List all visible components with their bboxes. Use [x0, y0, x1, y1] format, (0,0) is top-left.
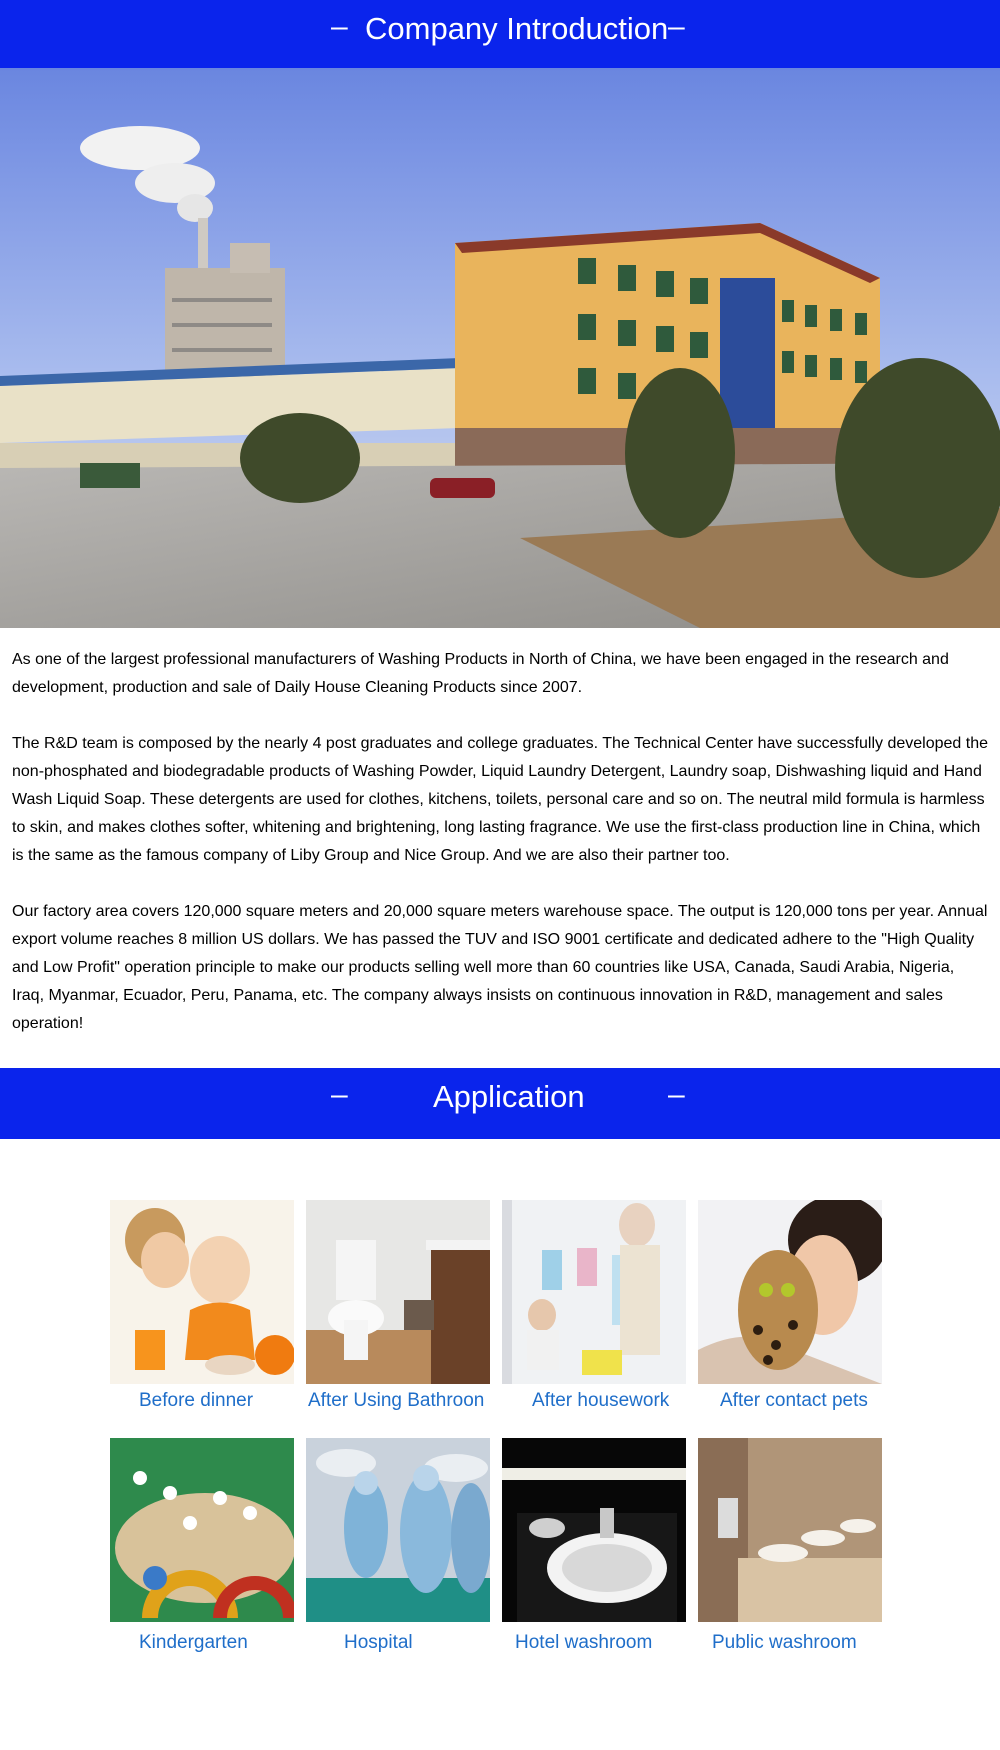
banner-dash-left: – [331, 10, 348, 43]
application-banner [0, 1068, 1000, 1139]
application-image-hospital [306, 1438, 490, 1622]
application-caption-before-dinner: Before dinner [139, 1390, 254, 1411]
application-caption-after-housework: After housework [532, 1390, 670, 1411]
banner-dash-right: – [668, 1078, 685, 1111]
application-caption-kindergarten: Kindergarten [139, 1632, 248, 1653]
intro-paragraph-3: Our factory area covers 120,000 square meters and 20,000 square meters warehouse space. The output is 120,000 tons per year. Annual export volume reaches 8 million US dollars. We has passed the TUV and ISO 9001 certificate and dedicated adhere to the "High Quality and Low Profit" operation principle to make our products selling well more than 60 countries like USA, Canada, Saudi Arabia, Nigeria, Iraq, Myanmar, Ecuador, Peru, Panama, etc. The company always insists on continuous innovation in R&D, management and sales operation! [12, 903, 988, 1032]
application-image-public-washroom [698, 1438, 882, 1622]
application-image-hotel-washroom [502, 1438, 686, 1622]
application-image-after-housework [502, 1200, 686, 1384]
application-caption-after-contact-pets: After contact pets [720, 1390, 868, 1411]
application-caption-hotel-washroom: Hotel washroom [515, 1632, 653, 1653]
application-caption-hospital: Hospital [344, 1632, 413, 1653]
factory-photo [0, 68, 1000, 628]
section-title-application: Application [433, 1079, 585, 1114]
application-image-kindergarten [110, 1438, 294, 1622]
company-introduction-banner [0, 0, 1000, 68]
banner-dash-right: – [668, 10, 685, 43]
application-image-after-contact-pets [698, 1200, 882, 1384]
intro-paragraph-1: As one of the largest professional manufacturers of Washing Products in North of China, we have been engaged in the research and development, production and sale of Daily House Cleaning Products since 2007. [12, 651, 949, 696]
application-image-before-dinner [110, 1200, 294, 1384]
application-caption-after-using-bathroom: After Using Bathroon [308, 1390, 485, 1411]
application-image-after-using-bathroom [306, 1200, 490, 1384]
banner-dash-left: – [331, 1078, 348, 1111]
section-title-company-introduction: Company Introduction [365, 11, 669, 46]
application-caption-public-washroom: Public washroom [712, 1632, 857, 1653]
intro-paragraph-2: The R&D team is composed by the nearly 4 post graduates and college graduates. The Technical Center have successfully developed the non-phosphated and biodegradable products of Washing Powder, Liquid Laundry Detergent, Laundry soap, Dishwashing liquid and Hand Wash Liquid Soap. These detergents are used for clothes, kitchens, toilets, personal care and so on. The neutral mild formula is harmless to skin, and makes clothes softer, whitening and brightening, long lasting fragrance. We use the first-class production line in China, which is the same as the famous company of Liby Group and Nice Group. And we are also their partner too. [12, 735, 988, 864]
